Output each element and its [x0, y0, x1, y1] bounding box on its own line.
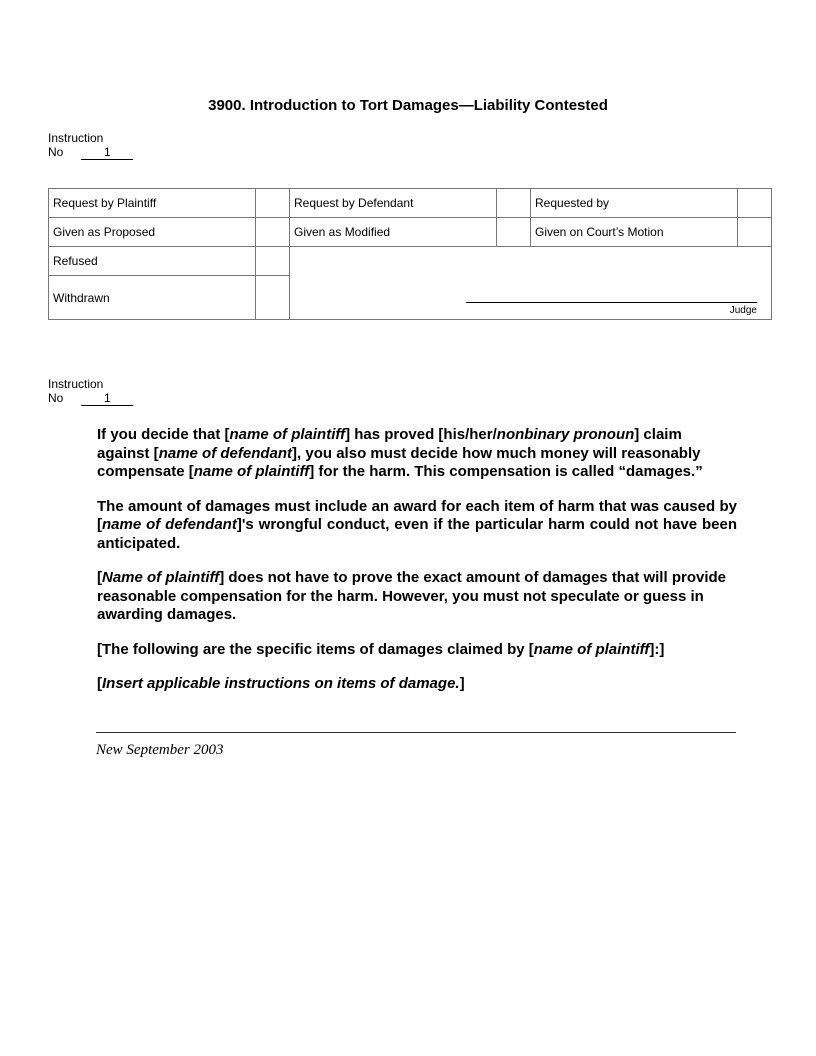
placeholder-text: nonbinary pronoun	[496, 426, 635, 443]
no-label: No	[48, 145, 64, 159]
footer-divider	[96, 732, 736, 733]
placeholder-text: name of plaintiff	[533, 640, 650, 658]
requested-by-checkbox[interactable]	[738, 189, 772, 218]
placeholder-text: name of defendant	[158, 444, 293, 462]
withdrawn-label: Withdrawn	[49, 276, 256, 320]
given-as-proposed-checkbox[interactable]	[256, 218, 290, 247]
judge-signature-cell	[290, 247, 772, 320]
placeholder-text: Insert applicable instructions on items of damage.	[102, 675, 460, 692]
text: [	[97, 675, 102, 692]
requested-by-label: Requested by	[531, 189, 738, 218]
text: ] has proved [his/her/	[345, 426, 497, 443]
placeholder-text: Name of plaintiff	[102, 569, 220, 586]
text: ] claim against [	[97, 426, 682, 462]
judge-signature-line[interactable]	[466, 302, 757, 303]
paragraph-2	[97, 498, 737, 554]
instruction-number-bottom	[48, 377, 133, 406]
page-title: 3900. Introduction to Tort Damages—Liability Contested	[208, 97, 608, 114]
placeholder-text: name of plaintiff	[193, 463, 310, 480]
instruction-label: Instruction	[48, 377, 104, 391]
judge-label: Judge	[729, 305, 757, 316]
instruction-number: 1	[81, 146, 133, 160]
paragraph-4	[97, 641, 737, 660]
revision-note: New September 2003	[96, 742, 224, 758]
instruction-label: Instruction	[48, 131, 104, 145]
given-as-modified-checkbox[interactable]	[497, 218, 531, 247]
placeholder-text: name of plaintiff	[229, 426, 346, 443]
disposition-table	[48, 188, 772, 320]
given-on-courts-motion-label: Given on Court’s Motion	[531, 218, 738, 247]
refused-checkbox[interactable]	[256, 247, 290, 276]
request-by-plaintiff-label: Request by Plaintiff	[49, 189, 256, 218]
refused-label: Refused	[49, 247, 256, 276]
text: ] does not have to prove the exact amount of damages that will provide reasonable compensation for the harm. However, you must not speculate or guess in awarding damages.	[97, 569, 726, 623]
given-as-modified-label: Given as Modified	[290, 218, 497, 247]
text: ] for the harm. This compensation is called “damages.”	[309, 463, 703, 480]
instruction-body	[97, 426, 737, 710]
no-label: No	[48, 391, 64, 405]
text: The amount of damages must include an award for each item of harm that was caused by [	[97, 497, 737, 533]
instruction-number-top	[48, 131, 133, 160]
given-as-proposed-label: Given as Proposed	[49, 218, 256, 247]
given-on-courts-motion-checkbox[interactable]	[738, 218, 772, 247]
request-by-defendant-checkbox[interactable]	[497, 189, 531, 218]
request-by-plaintiff-checkbox[interactable]	[256, 189, 290, 218]
text: ]:]	[649, 640, 665, 658]
text: ]'s wrongful conduct, even if the particular harm could not have been anticipated.	[97, 516, 737, 552]
text: ]	[459, 675, 465, 692]
text: [The following are the specific items of damages claimed by [	[97, 640, 534, 658]
text: [	[97, 569, 102, 586]
withdrawn-checkbox[interactable]	[256, 276, 290, 320]
text: If you decide that [	[97, 426, 230, 443]
paragraph-1	[97, 426, 737, 482]
paragraph-3	[97, 569, 737, 625]
request-by-defendant-label: Request by Defendant	[290, 189, 497, 218]
text: ], you also must decide how much money will reasonably compensate [	[97, 444, 701, 480]
instruction-number: 1	[81, 392, 133, 406]
placeholder-text: name of defendant	[102, 516, 237, 533]
paragraph-5	[97, 675, 737, 694]
